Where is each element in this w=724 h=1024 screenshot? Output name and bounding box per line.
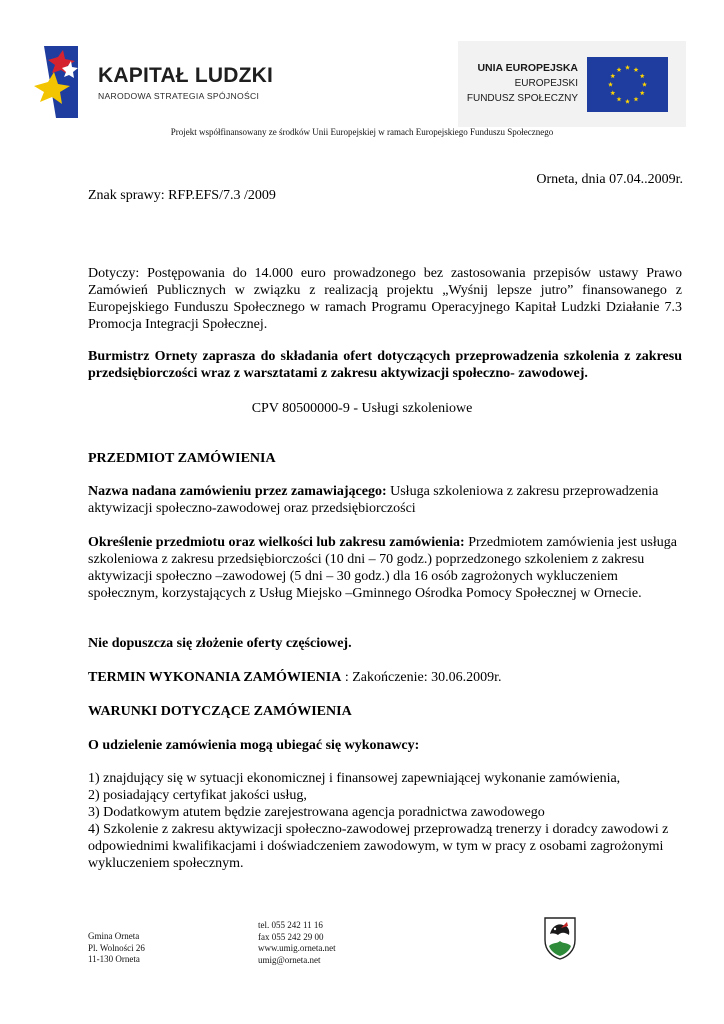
- logo-subtitle: NARODOWA STRATEGIA SPÓJNOŚCI: [98, 91, 260, 101]
- footer-address-line: Pl. Wolności 26: [88, 942, 145, 953]
- cofunding-note: Projekt współfinansowany ze środków Unii Europejskiej w ramach Europejskiego Funduszu Społecznego: [170, 127, 554, 137]
- regarding-paragraph: Dotyczy: Postępowania do 14.000 euro prowadzonego bez zastosowania przepisów ustawy Prawo Zamówień Publicznych w związku z realizacją projektu „Wyśnij lepsze jutro” finansowanego z Europejskiego Funduszu Społecznego w ramach Programu Operacyjnego Kapitał Ludzki Działanie 7.3 Promocja Integracji Społecznej.: [88, 266, 682, 332]
- invitation-paragraph: Burmistrz Ornety zaprasza do składania ofert dotyczących przeprowadzenia szkolenia z zakresu przedsiębiorczości wraz z warsztatami z zakresu aktywizacji społeczno- zawodowej.: [88, 349, 682, 381]
- conditions-list: [88, 770, 688, 872]
- eligibility-heading: O udzielenie zamówienia mogą ubiegać się wykonawcy:: [88, 738, 420, 753]
- subject-heading: PRZEDMIOT ZAMÓWIENIA: [88, 451, 276, 466]
- order-scope-paragraph: [88, 534, 688, 602]
- order-name-value: Usługa szkoleniowa z zakresu przeprowadzenia aktywizacji społeczno-zawodowej oraz przedsiębiorczości: [88, 484, 659, 516]
- logo-title: KAPITAŁ LUDZKI: [98, 64, 274, 87]
- order-scope-value: Przedmiotem zamówienia jest usługa szkoleniowa z zakresu przedsiębiorczości (10 dni – 70 godz.) poprzedzonego szkoleniem z zakresu aktywizacji społeczno –zawodowej (5 dni – 30 godz.) dla 16 osób zagrożonych wykluczeniem społecznym, korzystających z Usług Miejsko –Gminnego Ośrodka Pomocy Społecznej w Ornecie.: [88, 535, 677, 601]
- footer-fax: fax 055 242 29 00: [258, 931, 324, 942]
- eu-logo-line3: FUNDUSZ SPOŁECZNY: [466, 93, 578, 104]
- footer-address-line: 11-130 Orneta: [88, 954, 140, 964]
- footer-website: www.umig.orneta.net: [258, 943, 336, 953]
- no-partial-offers: Nie dopuszcza się złożenie oferty częściowej.: [88, 636, 352, 651]
- order-name-label: Nazwa nadana zamówieniu przez zamawiającego:: [88, 484, 387, 499]
- orneta-crest-icon: [543, 916, 577, 960]
- footer-contact: [258, 920, 336, 966]
- order-scope-label: Określenie przedmiotu oraz wielkości lub zakresu zamówienia:: [88, 535, 465, 550]
- deadline-value: : Zakończenie: 30.06.2009r.: [341, 670, 502, 685]
- condition-item: 2) posiadający certyfikat jakości usług,: [88, 788, 307, 803]
- footer-phone: tel. 055 242 11 16: [258, 920, 323, 930]
- footer-address-line: Gmina Orneta: [88, 931, 140, 941]
- condition-item: 3) Dodatkowym atutem będzie zarejestrowana agencja poradnictwa zawodowego: [88, 805, 545, 820]
- eu-logo-line2: EUROPEJSKI: [514, 78, 578, 89]
- conditions-heading: WARUNKI DOTYCZĄCE ZAMÓWIENIA: [88, 704, 352, 719]
- footer-address: [88, 931, 145, 966]
- case-reference: Znak sprawy: RFP.EFS/7.3 /2009: [88, 188, 276, 203]
- place-date: Orneta, dnia 07.04..2009r.: [536, 172, 683, 187]
- cpv-code: CPV 80500000-9 - Usługi szkoleniowe: [251, 401, 473, 416]
- eu-flag-icon: [587, 57, 668, 112]
- order-name-paragraph: [88, 483, 688, 517]
- condition-item: 4) Szkolenie z zakresu aktywizacji społeczno-zawodowej przeprowadzą trenerzy i doradcy zawodowi z odpowiednimi kwalifikacjami i doświadczeniem zawodowym, w tym w pracy z osobami zagrożonymi wykluczeniem społecznym.: [88, 822, 669, 871]
- deadline-label: TERMIN WYKONANIA ZAMÓWIENIA: [88, 670, 342, 685]
- eu-logo-line1: UNIA EUROPEJSKA: [477, 62, 578, 74]
- footer-email: umig@orneta.net: [258, 954, 321, 965]
- condition-item: 1) znajdujący się w sytuacji ekonomicznej i finansowej zapewniającej wykonanie zamówienia,: [88, 771, 621, 786]
- deadline-line: [88, 669, 502, 686]
